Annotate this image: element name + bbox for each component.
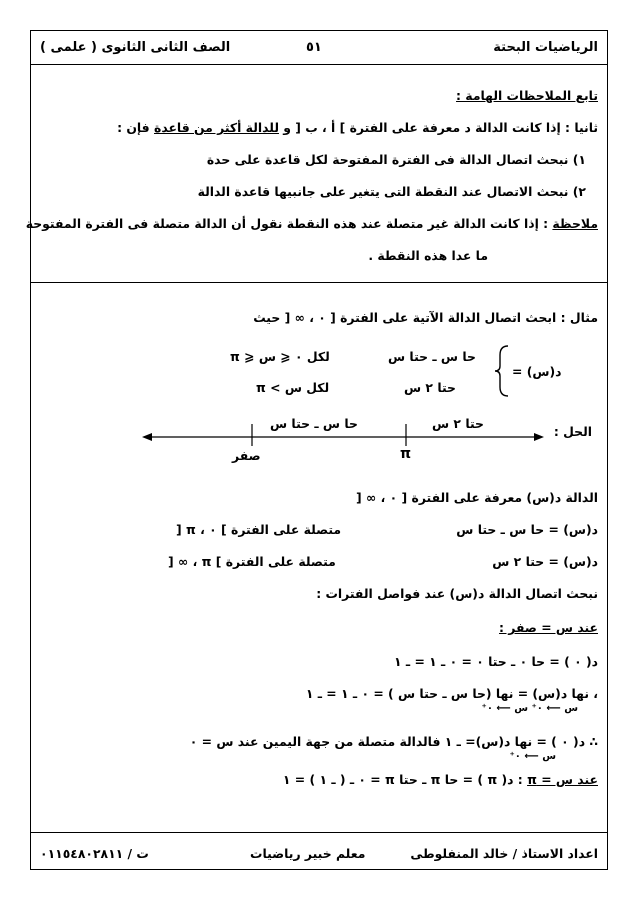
- header-grade: الصف الثانى الثانوى ( علمى ): [40, 40, 231, 55]
- axis-rule-left: حا س ـ حتا س: [270, 416, 358, 431]
- solution-label: الحل :: [553, 424, 592, 439]
- continuity-2-text: متصلة على الفترة ] π ، ∞ [: [168, 554, 336, 569]
- note-item-1: ١) نبحث اتصال الدالة فى الفترة المفتوحة لكل قاعدة على حدة: [206, 152, 586, 167]
- section-divider: [30, 282, 608, 283]
- header-divider: [30, 64, 608, 65]
- continuity-1-rule: د(س) = حا س ـ حتا س: [456, 522, 598, 537]
- note-item-2: ٢) نبحث الاتصال عند النقطة التى يتغير على جانبيها قاعدة الدالة: [197, 184, 586, 199]
- footer-title: معلم خبير رياضيات: [250, 846, 366, 861]
- at-pi-heading: عند س = π: [527, 772, 598, 787]
- search-line: نبحث اتصال الدالة د(س) عند فواصل الفترات :: [316, 586, 598, 601]
- at-zero-heading: عند س = صفر :: [499, 620, 598, 635]
- example-statement: مثال : ابحث اتصال الدالة الآتية على الفترة [ ٠ ، ∞ [ حيث: [253, 310, 598, 325]
- header-subject: الرياضيات البحتة: [493, 40, 598, 55]
- footer-phone: ت / ٠١١٥٤٨٠٢٨١١: [40, 846, 149, 861]
- eval-at-pi: : د( π ) = حا π ـ حتا π = ٠ ـ ( ـ ١ ) = ١: [282, 772, 528, 787]
- axis-zero-label: صفر: [232, 448, 261, 463]
- note-second-suffix: فإن :: [117, 120, 154, 135]
- remark: [26, 216, 598, 232]
- footer-author: اعداد الاستاذ / خالد المنفلوطى: [410, 846, 598, 861]
- case1-rule: حا س ـ حتا س: [388, 349, 476, 364]
- axis-rule-right: حتا ٢ س: [432, 416, 484, 431]
- continuity-1-text: متصلة على الفترة ] ٠ ، π [: [176, 522, 342, 537]
- therefore-subscript: س ⟵ ٠⁺: [509, 751, 556, 762]
- eval-at-zero: د( ٠ ) = حا ٠ ـ حتا ٠ = ٠ ـ ١ = ـ ١: [394, 654, 598, 669]
- header-page-number: ٥١: [306, 40, 322, 55]
- therefore-line: ∴ د( ٠ ) = نها د(س)= ـ ١ فالدالة متصلة من جهة اليمين عند س = ٠: [189, 734, 598, 749]
- remark-label: ملاحظة: [552, 216, 598, 231]
- continuity-2-rule: د(س) = حتا ٢ س: [492, 554, 598, 569]
- case2-condition: لكل س > π: [256, 380, 330, 395]
- left-brace-icon: [494, 345, 510, 397]
- at-pi-line: [283, 772, 598, 788]
- note-second-underlined: للدالة أكثر من قاعدة: [154, 120, 279, 135]
- limit-at-zero: ، نها د(س) = نها (حا س ـ حتا س ) = ٠ ـ ١ = ـ ١: [305, 686, 598, 701]
- notes-title: تابع الملاحظات الهامة :: [456, 88, 598, 103]
- remark-continuation: ما عدا هذه النقطة .: [368, 248, 488, 263]
- axis-pi-label: π: [400, 446, 412, 462]
- remark-text: : إذا كانت الدالة غير متصلة عند هذه النقطة نقول أن الدالة متصلة فى الفترة المفتوحة: [25, 216, 553, 231]
- note-second: [117, 120, 598, 136]
- limit-at-zero-subscript: س ⟵ ٠⁺ س ⟵ ٠⁺: [481, 703, 578, 714]
- case2-rule: حتا ٢ س: [404, 380, 456, 395]
- domain-line: الدالة د(س) معرفة على الفترة [ ٠ ، ∞ [: [356, 490, 598, 505]
- footer-divider: [30, 832, 608, 833]
- note-second-prefix: ثانيا : إذا كانت الدالة د معرفة على الفترة ] أ ، ب [ و: [278, 120, 598, 135]
- case1-condition: لكل ٠ ⩽ س ⩽ π: [230, 349, 330, 364]
- function-name: د(س) =: [512, 364, 562, 379]
